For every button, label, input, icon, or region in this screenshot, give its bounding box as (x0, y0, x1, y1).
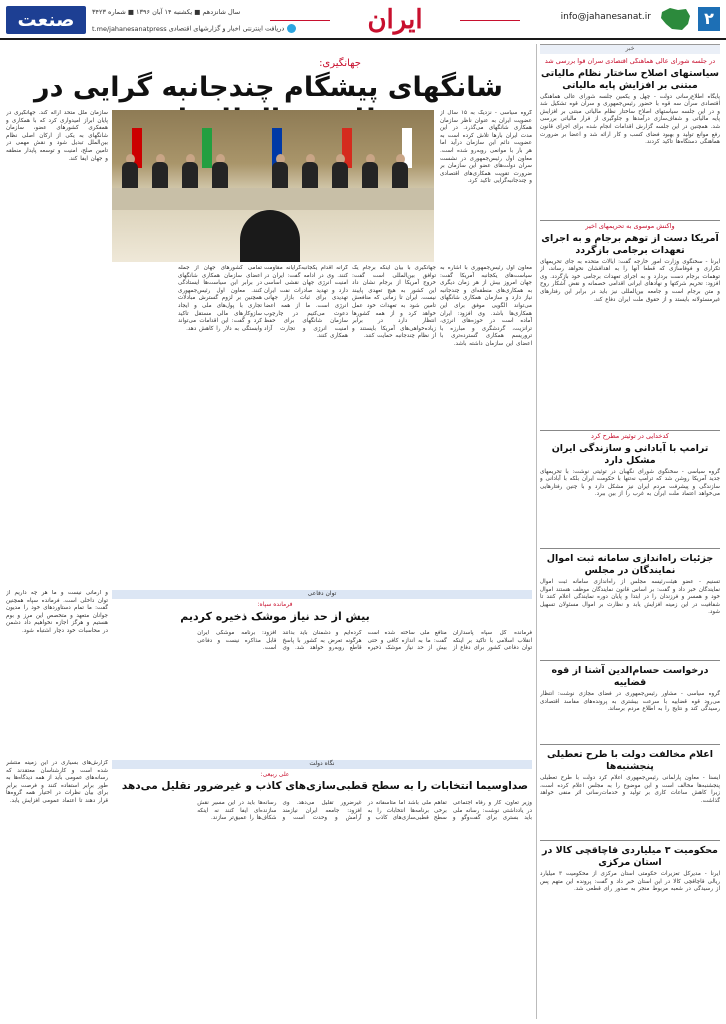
story4-body: تسنیم - عضو هیئت‌رئیسه مجلس از راه‌اندازی سامانه ثبت اموال نمایندگان خبر داد و گفت: بر اساس قانون نمایندگان موظف هستند اموال خود و همسر و فرزندان را در ابتدا و پایان دوره نمایندگی اعلام کنند تا شفافیت در این زمینه افزایش یابد و نظارت بر اموال مسئولان تسهیل شود. (540, 579, 720, 616)
opinion-section-band: توان دفاعی (112, 590, 532, 599)
masthead-bar (0, 0, 726, 40)
story7-body: ایرنا - مدیرکل تعزیرات حکومتی استان مرکزی از محکومیت ۳ میلیارد ریالی قاچاقچی کالا در این استان خبر داد و گفت: پرونده این متهم پس از رسیدگی در شعبه مربوط منجر به صدور رای قطعی شد. (540, 871, 720, 893)
story2-kicker: واکنش موسوی به تحریمهای اخیر (585, 223, 675, 230)
opinion-headline: بیش از حد نیاز موشک ذخیره کردیم (180, 610, 370, 623)
story6-headline: اعلام مخالفت دولت با طرح تعطیلی پنجشنبه‌ها (546, 749, 713, 772)
story-smuggling (540, 843, 720, 1018)
sanat-logo: صنعت (6, 6, 86, 34)
email-address[interactable]: info@jahanesanat.ir (560, 12, 651, 22)
main-lead (440, 110, 532, 260)
masthead-rule-right (460, 20, 520, 21)
flag (202, 128, 212, 168)
delegate (362, 162, 378, 188)
divider (540, 840, 720, 841)
foreground-head (240, 210, 300, 262)
iran-map-icon (658, 6, 692, 32)
story-assets-system (540, 551, 720, 656)
story2-headline: آمریکا دست از توهم برجام و به اجرای تعهدات برجامی بازگردد (541, 232, 719, 256)
telegram-icon (287, 24, 296, 33)
delegate (302, 162, 318, 188)
story-tax-reform (540, 58, 720, 218)
story1-body: پایگاه اطلاع‌رسانی دولت - چهل و یکمین جلسه شورای عالی هماهنگی اقتصادی سران سه قوه با حضور رئیس‌جمهوری و سران قوه تشکیل شد و در این جلسه سیاستهای اصلاح ساختار نظام مالیاتی مبتنی بر افزایش پایه مالیاتی و شفاف‌سازی درآمدها و جلوگیری از فرار مالیاتی بررسی شد. همچنین در این جلسه گزارش اقدامات انجام شده برای اجرای قانون رفع موانع تولید و بهبود فضای کسب و کار ارائه شد و اعضا بر ضرورت هماهنگی دستگاه‌ها تاکید کردند. (540, 93, 720, 146)
main-col2 (352, 265, 436, 585)
bottom-left-text: گزارش‌های بسیاری در این زمینه منتشر شده است و کارشناسان معتقدند که رسانه‌های عمومی باید از همه دیدگاه‌ها به طور برابر استفاده کنند و فرصت برابر برای بیان نظرات در اختیار همه گروه‌ها قرار دهند تا اعتماد عمومی افزایش یابد. (6, 760, 108, 804)
bottom-kicker: علی ربیعی: (260, 771, 290, 778)
story-us-sanctions (540, 223, 720, 423)
main-kicker: جهانگیری: (319, 58, 361, 69)
story5-headline: درخواست حسام‌الدین آشنا از قوه قضاییه (551, 665, 709, 688)
main-col4 (178, 265, 262, 585)
main-col5-text: سازمان ملل متحد ارائه کند. جهانگیری در پایان ابراز امیدواری کرد که با همکاری و همفکری کشورهای عضو، سازمان شانگهای به یکی از ارکان اصلی نظام بین‌الملل تبدیل شود و نقش مهمی در تامین صلح، امنیت و توسعه پایدار منطقه و جهان ایفا کند. (6, 110, 108, 162)
opinion-kicker: فرمانده سپاه: (257, 601, 293, 608)
main-lead-text: گروه سیاسی - نزدیک به ۱۵ سال از عضویت ایران به عنوان ناظر سازمان همکاری شانگهای می‌گذرد. در این مدت ایران بارها تلاش کرده است به عضویت دائم این سازمان درآید اما هر بار با موانعی روبه‌رو شده است. معاون اول رئیس‌جمهوری در نشست سران دولت‌های عضو این سازمان بر ضرورت تقویت همکاری‌های اقتصادی و چندجانبه‌گرایی تاکید کرد. (440, 110, 532, 185)
opinion-left-text: و آرمانی نیست و ما هر چه داریم از توان داخلی است. فرمانده سپاه همچنین گفت: ما تمام دستاوردهای خود را مدیون جوانان متعهد و متخصص این مرز و بوم هستیم و هرگز اجازه نخواهیم داد دشمن در محاسبات خود دچار اشتباه شود. (6, 590, 108, 634)
section-label: خبر (625, 45, 635, 52)
telegram-handle[interactable]: t.me/jahanesanatpress (92, 24, 167, 33)
summit-photo (112, 110, 434, 262)
story3-body: گروه سیاسی - سخنگوی شورای نگهبان در توئیتی نوشت: با تحریمهای جدید آمریکا روشن شد که ترامپ نه‌تنها با حکومت ایران بلکه با آبادانی و سازندگی و پیشرفت مردم ایران نیز مشکل دارد و با چنین رفتارهایی می‌خواهد اعتماد ملت ایران به غرب را از بین ببرد. (540, 468, 720, 498)
main-col1-text: معاون اول رئیس‌جمهوری با اشاره به سیاست‌های یکجانبه آمریکا گفت: جهان امروز بیش از هر زمان دیگری به همکاری‌های منطقه‌ای و چندجانبه نیاز دارد و سازمان همکاری شانگهای می‌تواند الگویی موفق برای این همکاری‌ها باشد. وی افزود: ایران آماده است در حوزه‌های انرژی، ترانزیت، گردشگری و مبارزه با تروریسم همکاری گسترده‌تری با اعضای این سازمان داشته باشد. (440, 265, 532, 347)
divider (540, 744, 720, 745)
opinion-body-text: فرمانده کل سپاه پاسداران انقلاب اسلامی با تاکید بر اینکه توان دفاعی کشور برای دفاع از منافع ملی ساخته شده است گفت: ما به اندازه کافی و حتی بیش از حد نیاز موشک ذخیره کرده‌ایم و دشمنان باید بدانند هرگونه تعرض به کشور با پاسخ قاطع روبه‌رو خواهد شد. وی افزود: برنامه موشکی ایران قابل مذاکره نیست و دفاعی است. (197, 630, 532, 652)
divider (540, 220, 720, 221)
bottom-body (112, 800, 532, 1018)
delegate (272, 162, 288, 188)
main-col3 (264, 265, 348, 585)
bottom-body-text: وزیر تعاون، کار و رفاه اجتماعی در یادداشتی نوشت: رسانه ملی باید بستری برای گفت‌وگو و تفاهم ملی باشد اما متاسفانه در برخی برنامه‌ها انتخابات را به سطح قطبی‌سازی‌های کاذب و غیرضرور تقلیل می‌دهد. وی افزود: جامعه ایران نیازمند آرامش و وحدت است و رسانه‌ها باید در این مسیر نقش سازنده‌ای ایفا کنند نه اینکه شکاف‌ها را عمیق‌تر سازند. (197, 800, 532, 822)
divider (540, 430, 720, 431)
story1-kicker: در جلسه شورای عالی هماهنگی اقتصادی سران قوا بررسی شد (544, 58, 716, 65)
main-headline: شانگهای پیشگام چندجانبه گرایی در (34, 72, 503, 103)
delegate (392, 162, 408, 188)
story3-kicker: کدخدایی در توئیتر مطرح کرد (591, 433, 669, 440)
issue-line: سال شانزدهم ■ یکشنبه ۱۴ آبان ۱۳۹۶ ■ شماره ۳۴۲۳ (92, 8, 241, 16)
story-thursday-holiday (540, 747, 720, 837)
main-col5 (6, 110, 108, 585)
story3-headline: ترامپ با آبادانی و سازندگی ایران مشکل دارد (551, 442, 709, 466)
bottom-headline: صداوسیما انتخابات را به سطح قطبی‌سازی‌های کاذب و غیرضرور تقلیل می‌دهد (121, 780, 529, 792)
telegram-text: دریافت اینترنتی اخبار و گزارشهای اقتصادی (168, 24, 285, 33)
story4-headline: جزئیات راه‌اندازی سامانه ثبت اموال نمایندگان در مجلس (546, 553, 714, 576)
main-col3-text: گرانه اقدام یکجانبه‌گرایانه مقاومت کنند. وی در ادامه گفت: ایران در امنیت انرژی جهان نقشی اساسی دارد و تهدید صادرات نفت ایران تهدیدی برای ثبات بازار جهانی انرژی است. ما از همه اعضا دعوت می‌کنیم در چارچوب سازمان شانگهای برای حفظ امنیت انرژی و تجارت آزاد همکاری کنند. (264, 265, 348, 340)
story2-body: ایرنا - سخنگوی وزارت امور خارجه گفت: ایالات متحده به جای تحریمهای تکراری و فوفاسازی که قطعا آنها را به اهدافشان نخواهد رساند، از توهمات برجام دست بردارد و به اجرای تعهدات برجامی خود بازگردد. وی افزود: تحریم شرکتها و نهادهای ایرانی اقدامی خصمانه و نقض آشکار روح و متن برجام است و جامعه بین‌المللی نیز باید در برابر این رفتارهای غیرمسئولانه بایستد و از حقوق ملت ایران دفاع کند. (540, 258, 720, 303)
story-trump (540, 433, 720, 543)
delegate (152, 162, 168, 188)
column-divider (536, 44, 537, 1019)
delegate (182, 162, 198, 188)
bottom-section-band: نگاه دولت (112, 760, 532, 769)
delegate (212, 162, 228, 188)
newspaper-name: ایران (367, 5, 423, 35)
opinion-body (112, 630, 532, 755)
story6-body: ایسنا - معاون پارلمانی رئیس‌جمهوری اعلام کرد دولت با طرح تعطیلی پنجشنبه‌ها مخالف است و این موضوع را به مجلس اعلام کرده است، زیرا کاهش ساعات کاری بر تولید و خدمات‌رسانی اثر منفی خواهد گذاشت. (540, 775, 720, 804)
page-number: ۲ (698, 7, 720, 31)
divider (540, 660, 720, 661)
conference-table (112, 188, 434, 210)
story5-body: گروه سیاسی - مشاور رئیس‌جمهوری در فضای مجازی نوشت: انتظار می‌رود قوه قضاییه با سرعت بیشتری به پرونده‌های مفاسد اقتصادی رسیدگی کند و نتایج را به اطلاع مردم برساند. (540, 691, 720, 713)
story1-headline: سیاستهای اصلاح ساختار نظام مالیاتی مبتنی بر افزایش پایه مالیاتی (541, 67, 719, 91)
main-col4-text: تمامی کشورهای جهان از جمله اعضای سازمان همکاری شانگهای در برابر این سیاست‌ها ایستادگی کنند. معاون اول رئیس‌جمهوری همچنین بر لزوم گسترش مبادلات تجاری با پول‌های ملی و ایجاد سازوکارهای مالی مستقل تاکید کرد و گفت: این اقدامات می‌تواند وابستگی به دلار را کاهش دهد. (178, 265, 262, 332)
main-col2-text: جهانگیری با بیان اینکه برجام یک توافق بین‌المللی است گفت: خروج آمریکا از برجام نشان داد این کشور به هیچ تعهدی پایبند نیست. ایران تا زمانی که منافعش تامین شود به تعهدات خود عمل خواهد کرد و از همه کشورها انتظار دارد در برابر زیاده‌خواهی‌های آمریکا بایستند و از نظام چندجانبه حمایت کنند. (352, 265, 436, 340)
delegate (332, 162, 348, 188)
opinion-left-body (6, 590, 108, 755)
divider (540, 548, 720, 549)
story-ashna (540, 663, 720, 741)
telegram-line[interactable] (92, 24, 296, 33)
delegate (122, 162, 138, 188)
story7-headline: محکومیت ۳ میلیاردی قاچاقچی کالا در استان مرکزی (542, 845, 718, 868)
right-section-band (540, 44, 720, 54)
masthead-rule-left (270, 20, 330, 21)
main-col1 (440, 265, 532, 585)
bottom-left-body (6, 760, 108, 1018)
